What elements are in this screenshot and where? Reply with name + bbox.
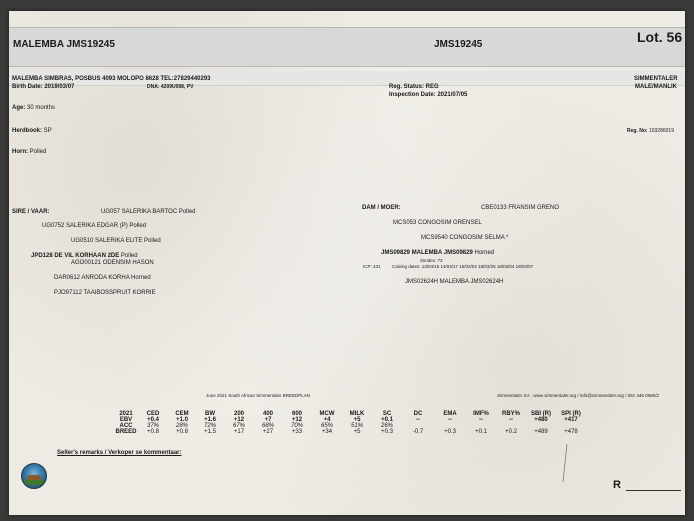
age-label: Age: [12, 105, 26, 111]
ebv-column-header: 600 [291, 411, 302, 417]
ebv-cell: +1.5 [204, 429, 216, 435]
ebv-column-header: SPI (R) [561, 411, 581, 417]
ebv-cell: 68% [261, 423, 274, 429]
ebv-cell: +1.6 [204, 417, 216, 423]
ebv-cell: +0.3 [444, 429, 456, 435]
title-bar [9, 27, 685, 67]
ebv-cell: 26% [380, 423, 393, 429]
dam-simdex: Simdex: 73 [420, 258, 443, 263]
ebv-cell: +34 [321, 429, 333, 435]
ebv-column-header: CEM [175, 411, 189, 417]
reg-no-value: 103286019 [648, 128, 674, 134]
ebv-cell: +478 [564, 429, 578, 435]
animal-name: MALEMBA JMS19245 [13, 39, 115, 50]
dna-info: DNA: 4209U098, PV [147, 84, 194, 90]
ebv-row-label: EBV [119, 417, 133, 423]
ebv-cell: +489 [534, 429, 548, 435]
ebv-column-header: EMA [443, 411, 457, 417]
breedplan-contact: Simmentaler SA - www.simmentaler.org / info@simmentaler.org / 051 446 0580/2 [497, 393, 659, 398]
dam-icp: ICP: 431 [363, 264, 381, 269]
sire-name: JPD128 DE VIL KORHAAN 2DE [31, 253, 120, 259]
breedplan-caption: June 2021 South African Simmentaler BREEDPLAN [206, 393, 311, 398]
sire-dam-sire-2: AGO00121 ODENSIM HASON [71, 260, 154, 266]
remarks-divider [561, 443, 569, 483]
ebv-cell: +4 [323, 417, 331, 423]
sire-dam: DAR0612 ANRODA KORHA Horned [54, 275, 151, 281]
dam-sire-sire: CBE0133 FRANSIM GRENO [481, 205, 560, 211]
simmentaler-logo-icon [21, 463, 47, 489]
sire-horn: Polled [119, 253, 138, 259]
ebv-cell: -0.7 [412, 429, 424, 435]
ebv-column-header: RBY% [501, 411, 520, 417]
ebv-cell: -- [509, 417, 513, 423]
sire-sire: UG0752 SALERIKA EDGAR (P) Polled [42, 223, 147, 229]
sire-label: SIRE / VAAR: [12, 209, 50, 215]
lot-card [9, 11, 685, 515]
reg-no-row [627, 128, 674, 134]
age-row [12, 105, 55, 111]
dam-horn: Horned [472, 250, 495, 256]
breeder-strip [9, 71, 685, 86]
ebv-column-header: BW [205, 411, 215, 417]
ebv-column-header: DC [413, 411, 423, 417]
price-label: R [613, 479, 621, 491]
ebv-cell: +480 [534, 417, 548, 423]
ebv-cell: +33 [291, 429, 303, 435]
ebv-column-header: 200 [233, 411, 244, 417]
ebv-cell: +0.8 [147, 429, 159, 435]
breed-label: SIMMENTALER [634, 76, 678, 82]
ebv-column-header: 2021 [119, 411, 133, 417]
sex-label: MALE/MANLIK [635, 84, 677, 90]
dam-name: JMS09829 MALEMBA JMS09829 [381, 250, 473, 256]
ebv-cell: +12 [291, 417, 303, 423]
ebv-cell: +0.1 [381, 417, 393, 423]
dam-label: DAM / MOER: [362, 205, 401, 211]
ebv-cell: +0.3 [381, 429, 393, 435]
sire-dam-dam: PJO97112 TAAIBOSSPRUIT KORRIE [54, 290, 156, 296]
ebv-cell: +12 [233, 417, 245, 423]
ebv-cell: -- [416, 417, 420, 423]
ebv-cell: -- [479, 417, 483, 423]
sire-name-row [31, 253, 138, 259]
sire-sire-sire: UG057 SALERIKA BARTOC Polled [101, 209, 196, 215]
ebv-column-header: 400 [262, 411, 273, 417]
ebv-cell: +0.8 [176, 429, 188, 435]
ebv-column-header: SC [382, 411, 392, 417]
ebv-cell: 72% [203, 423, 216, 429]
ebv-cell: +0.2 [505, 429, 517, 435]
ebv-column-header: MILK [349, 411, 365, 417]
ebv-cell: 67% [232, 423, 245, 429]
ebv-row-label: BREED [115, 429, 137, 435]
ebv-column-header: MCW [319, 411, 335, 417]
animal-id: JMS19245 [434, 39, 483, 50]
ebv-cell: 51% [350, 423, 363, 429]
ebv-column-header: CED [146, 411, 160, 417]
ebv-cell: +0.1 [475, 429, 487, 435]
horn-row [12, 149, 46, 155]
age-value: 30 months [27, 105, 56, 111]
dam-name-row [381, 250, 494, 256]
ebv-cell: 70% [290, 423, 303, 429]
ebv-cell: +7 [264, 417, 272, 423]
ebv-row-label: ACC [119, 423, 133, 429]
ebv-table [114, 411, 586, 435]
herdbook-label: Herdbook: [12, 128, 42, 134]
ebv-cell: 65% [320, 423, 333, 429]
ebv-cell: +27 [262, 429, 274, 435]
reg-status: Reg. Status: REG [389, 84, 439, 90]
ebv-cell: +5 [353, 417, 361, 423]
ebv-cell: +1.0 [176, 417, 188, 423]
sire-dam-sire: UG0510 SALERIKA ELITE Polled [71, 238, 161, 244]
ebv-cell: +417 [564, 417, 578, 423]
dam-sire: MCS053 CONGOSIM GRENSEL [393, 220, 482, 226]
ebv-cell: +0.4 [147, 417, 159, 423]
ebv-cell: 37% [146, 423, 159, 429]
ebv-column-header: SBI (R) [531, 411, 551, 417]
ebv-cell: +5 [353, 429, 361, 435]
dam-dam-sire: MCS9540 CONGOSIM SELMA * [421, 235, 509, 241]
ebv-column-header: IMF% [473, 411, 489, 417]
horn-label: Horn: [12, 149, 28, 155]
birth-date: Birth Date: 2019/03/07 [12, 84, 75, 90]
breeder-line: MALEMBA SIMBRAS, POSBUS 4093 MOLOPO 8628 TEL:27829440293 [12, 76, 211, 82]
ebv-row [114, 429, 586, 435]
ebv-cell: 28% [175, 423, 188, 429]
inspection-date: Inspection Date: 2021/07/05 [389, 92, 468, 98]
dam-dam: JMS02624H MALEMBA JMS02624H [405, 279, 504, 285]
dam-calving-dates: Calving dates: 13/04/15 14/03/17 15/02/02 18/03/25 18/03/04 19/03/07 [392, 264, 534, 269]
herdbook-value: SP [43, 128, 52, 134]
price-line[interactable] [626, 490, 681, 491]
reg-no-label: Reg. No: [627, 128, 648, 134]
horn-value: Polled [29, 149, 47, 155]
lot-number: Lot. 56 [637, 29, 683, 45]
ebv-cell: -- [448, 417, 452, 423]
ebv-cell: +17 [233, 429, 245, 435]
seller-remarks: Seller's remarks / Verkoper se kommentaar: [57, 450, 182, 456]
herdbook-row [12, 128, 52, 134]
